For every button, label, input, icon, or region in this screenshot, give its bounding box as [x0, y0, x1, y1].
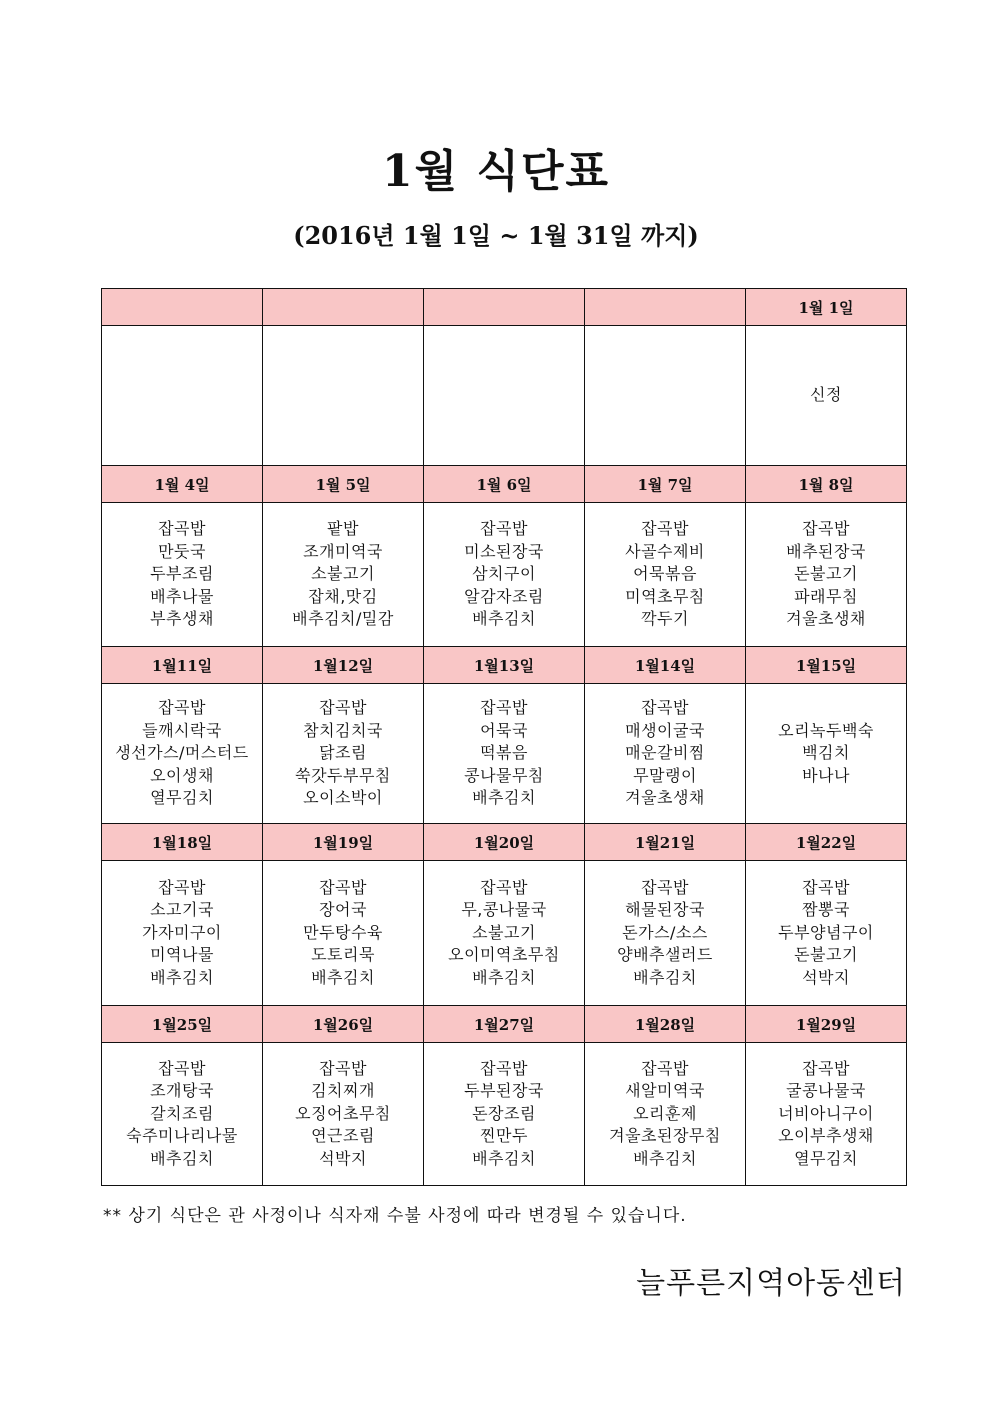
meal-row	[102, 1043, 907, 1186]
dish-item: 굴콩나물국	[786, 1081, 866, 1101]
dish-item: 무,콩나물국	[461, 900, 547, 920]
dish-item: 배추김치	[150, 967, 214, 987]
date-cell: 1월27일	[424, 1006, 585, 1043]
dish-item: 석박지	[319, 1148, 367, 1168]
dish-item: 양배추샐러드	[617, 945, 713, 965]
dish-item: 잡곡밥	[641, 1058, 689, 1078]
dish-item: 쑥갓두부무침	[295, 765, 391, 785]
dish-item: 갈치조림	[150, 1103, 214, 1123]
dish-item: 배추김치	[633, 1148, 697, 1168]
dish-item: 미역나물	[150, 945, 214, 965]
dish-item: 바나나	[802, 765, 850, 785]
dish-item: 들깨시락국	[142, 720, 222, 740]
dish-item: 돈불고기	[794, 945, 858, 965]
dish-item: 생선가스/머스터드	[115, 743, 249, 763]
meal-cell	[102, 503, 263, 647]
meal-cell	[263, 684, 424, 824]
dish-item: 잡곡밥	[319, 1058, 367, 1078]
dish-item: 배추김치	[472, 609, 536, 629]
date-cell: 1월21일	[585, 824, 746, 861]
meal-cell	[102, 684, 263, 824]
dish-item: 배추김치/밀감	[292, 609, 394, 629]
date-cell	[102, 289, 263, 326]
date-range-subtitle: (2016년 1월 1일 ~ 1월 31일 까지)	[293, 221, 699, 250]
meal-cell	[424, 861, 585, 1006]
dish-item: 잡곡밥	[480, 519, 528, 539]
dish-item: 사골수제비	[625, 541, 705, 561]
dish-item: 겨울초생채	[786, 609, 866, 629]
date-cell: 1월12일	[263, 647, 424, 684]
date-cell: 1월22일	[746, 824, 907, 861]
dish-item: 미역초무침	[625, 586, 705, 606]
dish-item: 오리훈제	[633, 1103, 697, 1123]
date-cell: 1월28일	[585, 1006, 746, 1043]
dish-item: 오징어초무침	[295, 1103, 391, 1123]
dish-item: 잡곡밥	[480, 1058, 528, 1078]
dish-item: 배추김치	[472, 788, 536, 808]
dish-item: 두부된장국	[464, 1081, 544, 1101]
dish-item: 무말랭이	[633, 765, 697, 785]
date-header-row	[102, 647, 907, 684]
date-cell: 1월26일	[263, 1006, 424, 1043]
dish-item: 미소된장국	[464, 541, 544, 561]
date-cell: 1월25일	[102, 1006, 263, 1043]
meal-cell	[263, 861, 424, 1006]
meal-cell	[102, 1043, 263, 1186]
dish-item: 깍두기	[641, 609, 689, 629]
dish-item: 배추된장국	[786, 541, 866, 561]
meal-row	[102, 684, 907, 824]
dish-item: 잡채,맛김	[308, 586, 378, 606]
meal-cell	[424, 1043, 585, 1186]
dish-item: 열무김치	[794, 1148, 858, 1168]
date-cell: 1월13일	[424, 647, 585, 684]
dish-item: 소불고기	[311, 564, 375, 584]
meal-cell	[585, 1043, 746, 1186]
dish-item: 돈불고기	[794, 564, 858, 584]
dish-item: 잡곡밥	[641, 698, 689, 718]
dish-item: 연근조림	[311, 1126, 375, 1146]
dish-item: 해물된장국	[625, 900, 705, 920]
meal-cell	[263, 1043, 424, 1186]
dish-item: 알감자조림	[464, 586, 544, 606]
dish-item: 겨울초된장무침	[609, 1126, 721, 1146]
dish-item: 배추김치	[472, 1148, 536, 1168]
dish-item: 조개탕국	[150, 1081, 214, 1101]
date-cell	[585, 289, 746, 326]
dish-item: 배추김치	[472, 967, 536, 987]
meal-row	[102, 326, 907, 466]
meal-cell	[424, 684, 585, 824]
dish-item: 소고기국	[150, 900, 214, 920]
dish-item: 잡곡밥	[802, 519, 850, 539]
dish-item: 오이미역초무침	[448, 945, 560, 965]
dish-item: 팥밥	[327, 519, 359, 539]
dish-item: 오이생채	[150, 765, 214, 785]
dish-item: 만둣국	[158, 541, 206, 561]
dish-item: 배추김치	[150, 1148, 214, 1168]
date-header-row	[102, 466, 907, 503]
dish-item: 돈가스/소스	[622, 922, 708, 942]
dish-item: 석박지	[802, 967, 850, 987]
meal-cell	[102, 326, 263, 466]
dish-item: 콩나물무침	[464, 765, 544, 785]
dish-item: 오이부추생채	[778, 1126, 874, 1146]
meal-cell	[424, 326, 585, 466]
dish-item: 돈장조림	[472, 1103, 536, 1123]
date-cell: 1월20일	[424, 824, 585, 861]
date-cell: 1월11일	[102, 647, 263, 684]
meal-cell	[424, 503, 585, 647]
date-cell: 1월 4일	[102, 466, 263, 503]
meal-cell	[746, 1043, 907, 1186]
dish-item: 떡볶음	[480, 743, 528, 763]
date-cell: 1월 8일	[746, 466, 907, 503]
organization-name: 늘푸른지역아동센터	[636, 1266, 906, 1301]
dish-item: 오리녹두백숙	[778, 720, 874, 740]
dish-item: 닭조림	[319, 743, 367, 763]
meal-row	[102, 503, 907, 647]
dish-item: 잡곡밥	[319, 698, 367, 718]
dish-item: 김치찌개	[311, 1081, 375, 1101]
dish-item: 백김치	[802, 743, 850, 763]
meal-cell	[585, 326, 746, 466]
date-cell: 1월 7일	[585, 466, 746, 503]
meal-cell	[263, 503, 424, 647]
date-cell: 1월18일	[102, 824, 263, 861]
date-cell	[424, 289, 585, 326]
date-cell: 1월 6일	[424, 466, 585, 503]
dish-item: 짬뽕국	[802, 900, 850, 920]
dish-item: 배추김치	[311, 967, 375, 987]
dish-item: 매운갈비찜	[625, 743, 705, 763]
dish-item: 잡곡밥	[641, 877, 689, 897]
disclaimer-note: ** 상기 식단은 관 사정이나 식자재 수불 사정에 따라 변경될 수 있습니다.	[103, 1206, 687, 1226]
dish-item: 어묵볶음	[633, 564, 697, 584]
meal-cell	[746, 861, 907, 1006]
dish-item: 잡곡밥	[802, 877, 850, 897]
dish-item: 두부양념구이	[778, 922, 874, 942]
dish-item: 조개미역국	[303, 541, 383, 561]
dish-item: 잡곡밥	[480, 877, 528, 897]
date-cell: 1월14일	[585, 647, 746, 684]
dish-item: 도토리묵	[311, 945, 375, 965]
dish-item: 오이소박이	[303, 788, 383, 808]
meal-cell	[263, 326, 424, 466]
meal-cell	[585, 684, 746, 824]
dish-item: 겨울초생채	[625, 788, 705, 808]
dish-item: 열무김치	[150, 788, 214, 808]
dish-item: 참치김치국	[303, 720, 383, 740]
meal-cell	[102, 861, 263, 1006]
dish-item: 잡곡밥	[802, 1058, 850, 1078]
dish-item: 잡곡밥	[158, 877, 206, 897]
dish-item: 어묵국	[480, 720, 528, 740]
dish-item: 잡곡밥	[158, 519, 206, 539]
dish-item: 새알미역국	[625, 1081, 705, 1101]
dish-item: 신정	[810, 385, 842, 405]
date-cell: 1월15일	[746, 647, 907, 684]
date-header-row	[102, 289, 907, 326]
dish-item: 숙주미나리나물	[126, 1126, 238, 1146]
dish-item: 너비아니구이	[778, 1103, 874, 1123]
dish-item: 장어국	[319, 900, 367, 920]
date-header-row	[102, 824, 907, 861]
dish-item: 소불고기	[472, 922, 536, 942]
dish-item: 찐만두	[480, 1126, 528, 1146]
date-cell: 1월29일	[746, 1006, 907, 1043]
meal-cell	[585, 861, 746, 1006]
meal-cell	[746, 326, 907, 466]
date-cell	[263, 289, 424, 326]
meal-cell	[585, 503, 746, 647]
menu-table	[101, 288, 907, 1186]
meal-cell	[746, 684, 907, 824]
dish-item: 파래무침	[794, 586, 858, 606]
dish-item: 잡곡밥	[158, 1058, 206, 1078]
dish-item: 잡곡밥	[319, 877, 367, 897]
dish-item: 삼치구이	[472, 564, 536, 584]
dish-item: 가자미구이	[142, 922, 222, 942]
date-cell: 1월19일	[263, 824, 424, 861]
date-header-row	[102, 1006, 907, 1043]
date-cell: 1월 5일	[263, 466, 424, 503]
dish-item: 부추생채	[150, 609, 214, 629]
dish-item: 잡곡밥	[480, 698, 528, 718]
meal-row	[102, 861, 907, 1006]
dish-item: 배추나물	[150, 586, 214, 606]
dish-item: 두부조림	[150, 564, 214, 584]
date-cell: 1월 1일	[746, 289, 907, 326]
dish-item: 만두탕수육	[303, 922, 383, 942]
dish-item: 배추김치	[633, 967, 697, 987]
dish-item: 잡곡밥	[641, 519, 689, 539]
dish-item: 잡곡밥	[158, 698, 206, 718]
page-title: 1월 식단표	[382, 146, 610, 197]
meal-cell	[746, 503, 907, 647]
dish-item: 매생이굴국	[625, 720, 705, 740]
